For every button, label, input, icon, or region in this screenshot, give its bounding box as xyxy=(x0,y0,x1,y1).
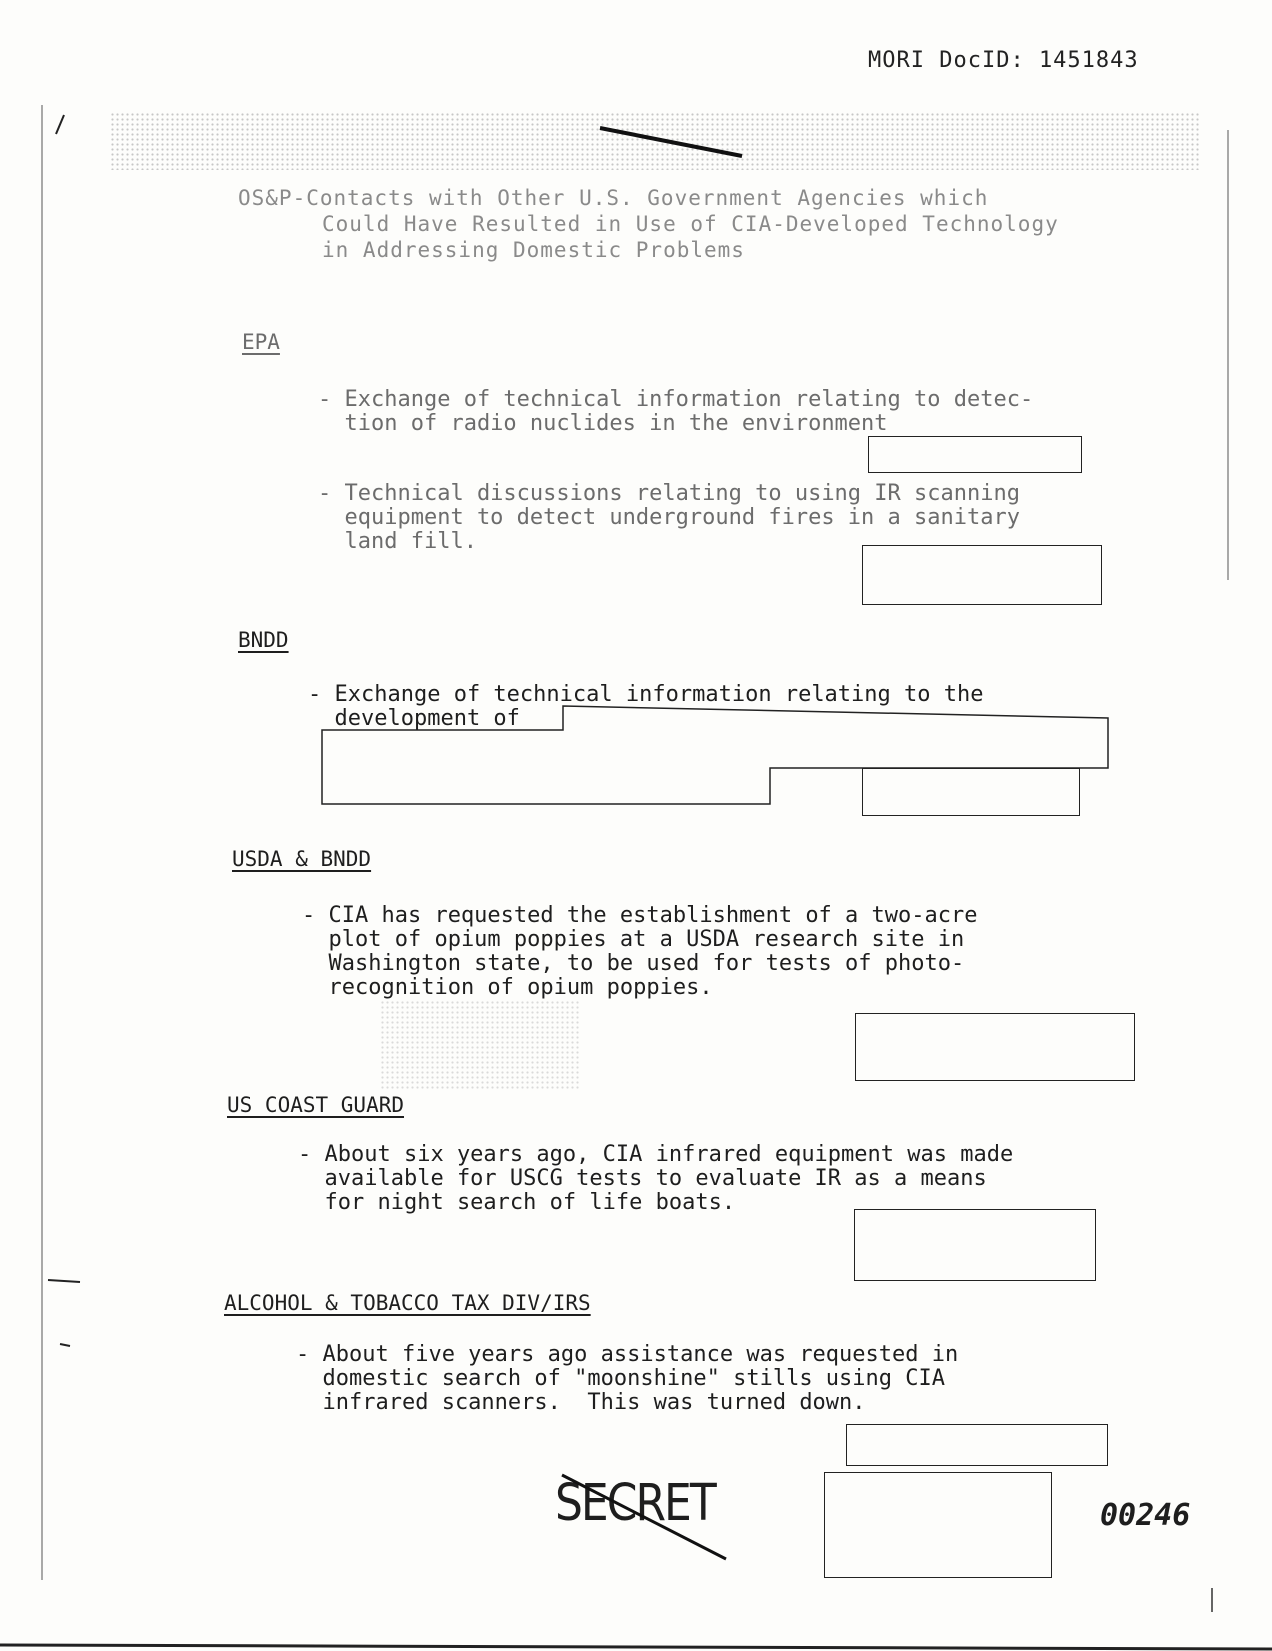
secret-stamp: SECRET xyxy=(555,1474,715,1533)
section-label-us-coast-guard: US COAST GUARD xyxy=(227,1093,405,1117)
epa-item-1-line-1: - Exchange of technical information relating to detec- xyxy=(318,387,1034,412)
atf-item-1-line-3: infrared scanners. This was turned down. xyxy=(296,1390,866,1415)
epa-item-2-line-1: - Technical discussions relating to using IR scanning xyxy=(318,481,1020,506)
epa-item-1-line-2: tion of radio nuclides in the environment xyxy=(318,411,888,436)
title-line-3: in Addressing Domestic Problems xyxy=(322,238,745,262)
atf-item-1-line-2: domestic search of "moonshine" stills using CIA xyxy=(296,1366,946,1391)
bndd-item-1-line-1: - Exchange of technical information relating to the xyxy=(308,682,984,707)
usda-item-1-line-4: recognition of opium poppies. xyxy=(302,975,713,1000)
title-line-2: Could Have Resulted in Use of CIA-Developed Technology xyxy=(322,212,1059,236)
uscg-item-1-line-3: for night search of life boats. xyxy=(298,1190,736,1215)
usda-item-1-line-2: plot of opium poppies at a USDA research site in xyxy=(302,927,965,952)
section-label-alcohol-tobacco: ALCOHOL & TOBACCO TAX DIV/IRS xyxy=(224,1291,591,1315)
epa-item-2-line-3: land fill. xyxy=(318,529,477,554)
epa-item-2-line-2: equipment to detect underground fires in a sanitary xyxy=(318,505,1020,530)
section-label-epa: EPA xyxy=(242,330,280,354)
page-number: 00246 xyxy=(1100,1498,1191,1533)
section-label-bndd: BNDD xyxy=(238,628,289,652)
uscg-item-1-line-1: - About six years ago, CIA infrared equipment was made xyxy=(298,1142,1014,1167)
atf-item-1-line-1: - About five years ago assistance was requested in xyxy=(296,1342,959,1367)
title-line-1: OS&P-Contacts with Other U.S. Government Agencies which xyxy=(238,186,989,210)
usda-item-1-line-1: - CIA has requested the establishment of a two-acre xyxy=(302,903,978,928)
section-label-usda-bndd: USDA & BNDD xyxy=(232,847,372,871)
uscg-item-1-line-2: available for USCG tests to evaluate IR as a means xyxy=(298,1166,987,1191)
bndd-item-1-line-2: development of xyxy=(308,706,520,731)
usda-item-1-line-3: Washington state, to be used for tests of photo- xyxy=(302,951,965,976)
mori-doc-id: MORI DocID: 1451843 xyxy=(868,48,1139,73)
